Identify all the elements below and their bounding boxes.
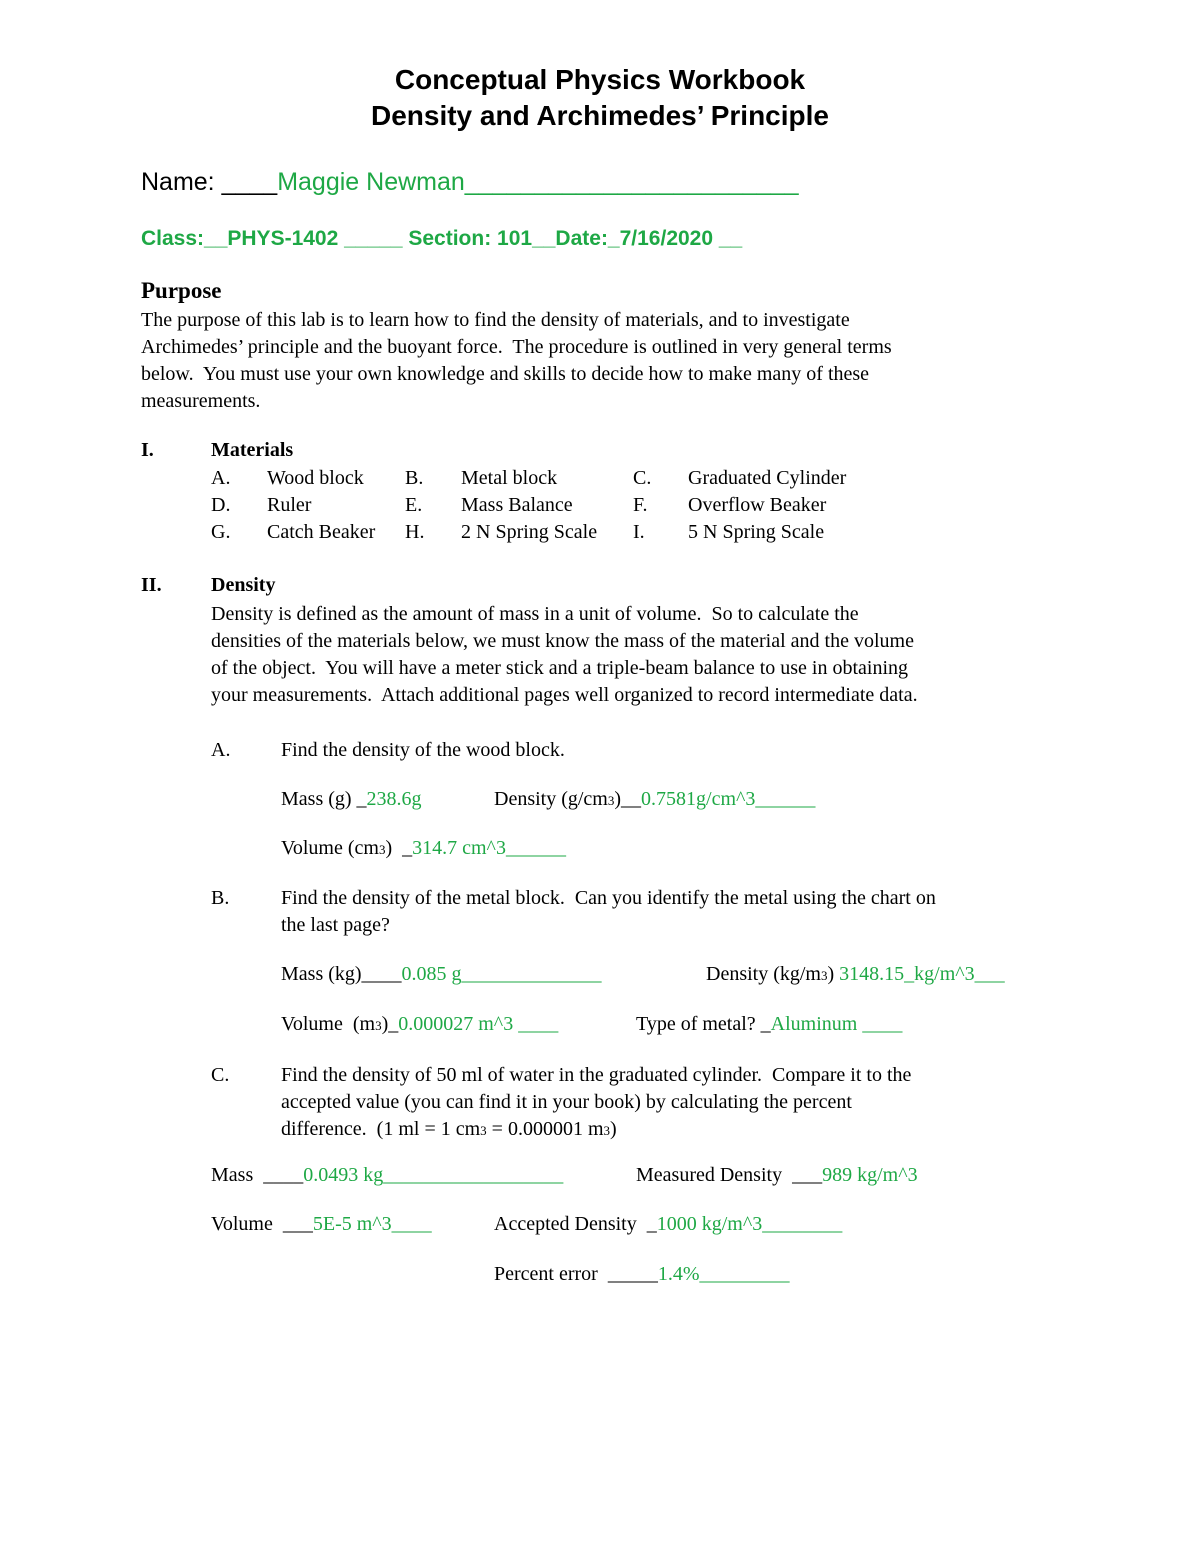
class-section-date-line[interactable]: Class:__PHYS-1402 _____ Section: 101__Date:_7/16/2020 __ bbox=[141, 227, 743, 250]
conversion-text: ) bbox=[610, 1118, 617, 1140]
water-volume-value[interactable]: 5E-5 m^3____ bbox=[312, 1213, 432, 1235]
wood-volume-row bbox=[281, 835, 566, 863]
material-label: Wood block bbox=[267, 467, 364, 489]
part-letter: B. bbox=[211, 887, 230, 909]
density-intro-line: of the object. You will have a meter stick and a triple-beam balance to use in obtaining bbox=[211, 657, 909, 679]
measured-density-row bbox=[636, 1162, 918, 1189]
measured-density-label: Measured Density ___ bbox=[636, 1164, 823, 1186]
metal-mass-row bbox=[281, 961, 602, 988]
accepted-density-row bbox=[494, 1211, 842, 1238]
material-letter: I. bbox=[633, 521, 645, 543]
unit-exponent: 3 bbox=[378, 842, 386, 857]
section-number: I. bbox=[141, 439, 154, 461]
unit-exponent: 3 bbox=[821, 968, 828, 983]
material-letter: C. bbox=[633, 467, 652, 489]
wood-volume-label-end: ) _ bbox=[385, 837, 413, 859]
name-underline: ________________________ bbox=[464, 168, 799, 196]
materials-heading: Materials bbox=[211, 439, 294, 461]
percent-error-value[interactable]: 1.4%_________ bbox=[657, 1263, 790, 1285]
metal-volume-label: Volume (m bbox=[281, 1013, 376, 1035]
conversion-text: = 0.000001 m bbox=[486, 1118, 604, 1140]
wood-density-label-end: )__ bbox=[614, 788, 642, 810]
wood-mass-label: Mass (g) _ bbox=[281, 788, 367, 810]
material-label: Ruler bbox=[267, 494, 312, 516]
part-b-prompt: Find the density of the metal block. Can you identify the metal using the chart on bbox=[281, 887, 936, 909]
measured-density-value[interactable]: 989 kg/m^3 bbox=[822, 1164, 918, 1186]
metal-density-label: Density (kg/m bbox=[706, 963, 821, 985]
water-volume-row bbox=[211, 1211, 432, 1238]
page-title: Conceptual Physics Workbook bbox=[394, 64, 806, 95]
purpose-heading: Purpose bbox=[141, 278, 222, 303]
material-label: Mass Balance bbox=[461, 494, 573, 516]
unit-exponent: 3 bbox=[375, 1018, 382, 1033]
material-letter: B. bbox=[405, 467, 424, 489]
part-c-prompt: accepted value (you can find it in your book) by calculating the percent bbox=[281, 1091, 852, 1113]
accepted-density-value[interactable]: 1000 kg/m^3________ bbox=[656, 1213, 843, 1235]
purpose-line: measurements. bbox=[141, 390, 261, 412]
wood-mass-row bbox=[281, 786, 422, 813]
material-letter: H. bbox=[405, 521, 425, 543]
name-row bbox=[141, 168, 799, 197]
purpose-line: Archimedes’ principle and the buoyant force. The procedure is outlined in very general terms bbox=[141, 336, 892, 358]
unit-exponent: 3 bbox=[603, 1123, 611, 1138]
accepted-density-label: Accepted Density _ bbox=[494, 1213, 657, 1235]
part-c-prompt: Find the density of 50 ml of water in the graduated cylinder. Compare it to the bbox=[281, 1064, 912, 1086]
metal-volume-value[interactable]: 0.000027 m^3 ____ bbox=[398, 1013, 559, 1035]
name-value[interactable]: Maggie Newman bbox=[277, 168, 465, 196]
metal-volume-row bbox=[281, 1011, 558, 1039]
material-label: 5 N Spring Scale bbox=[688, 521, 825, 543]
purpose-line: The purpose of this lab is to learn how to find the density of materials, and to investigate bbox=[141, 309, 850, 331]
material-label: 2 N Spring Scale bbox=[461, 521, 598, 543]
unit-exponent: 3 bbox=[607, 793, 615, 808]
material-label: Graduated Cylinder bbox=[688, 467, 847, 489]
part-c-prompt bbox=[281, 1116, 617, 1144]
metal-mass-label: Mass (kg)____ bbox=[281, 963, 402, 985]
density-heading: Density bbox=[211, 574, 276, 596]
part-b-prompt: the last page? bbox=[281, 914, 390, 936]
conversion-text: difference. (1 ml = 1 cm bbox=[281, 1118, 481, 1140]
percent-error-row bbox=[494, 1261, 790, 1288]
material-letter: G. bbox=[211, 521, 231, 543]
metal-mass-value[interactable]: 0.085 g______________ bbox=[401, 963, 602, 985]
material-letter: D. bbox=[211, 494, 231, 516]
name-label: Name: ____ bbox=[141, 168, 278, 196]
percent-error-label: Percent error _____ bbox=[494, 1263, 658, 1285]
material-label: Metal block bbox=[461, 467, 558, 489]
water-mass-value[interactable]: 0.0493 kg__________________ bbox=[303, 1164, 564, 1186]
metal-type-label: Type of metal? _ bbox=[636, 1013, 771, 1035]
unit-exponent: 3 bbox=[480, 1123, 487, 1138]
material-letter: E. bbox=[405, 494, 423, 516]
wood-density-value[interactable]: 0.7581g/cm^3______ bbox=[641, 788, 816, 810]
purpose-line: below. You must use your own knowledge and skills to decide how to make many of these bbox=[141, 363, 870, 385]
water-mass-row bbox=[211, 1162, 563, 1189]
metal-volume-label-end: )_ bbox=[381, 1013, 399, 1035]
metal-density-value[interactable]: 3148.15_kg/m^3___ bbox=[839, 963, 1005, 985]
metal-type-value[interactable]: Aluminum ____ bbox=[770, 1013, 903, 1035]
metal-type-row bbox=[636, 1011, 902, 1038]
water-volume-label: Volume ___ bbox=[211, 1213, 313, 1235]
wood-volume-label: Volume (cm bbox=[281, 837, 379, 859]
metal-density-label-end: ) bbox=[827, 963, 840, 985]
density-intro-line: your measurements. Attach additional pages well organized to record intermediate data. bbox=[211, 684, 918, 706]
density-intro-line: densities of the materials below, we must know the mass of the material and the volume bbox=[211, 630, 914, 652]
metal-density-row bbox=[706, 961, 1005, 989]
section-number: II. bbox=[141, 574, 162, 596]
page-subtitle: Density and Archimedes’ Principle bbox=[370, 100, 829, 131]
water-mass-label: Mass ____ bbox=[211, 1164, 304, 1186]
wood-density-label: Density (g/cm bbox=[494, 788, 608, 810]
part-a-prompt: Find the density of the wood block. bbox=[281, 739, 565, 761]
density-intro-line: Density is defined as the amount of mass in a unit of volume. So to calculate the bbox=[211, 603, 859, 625]
wood-density-row bbox=[494, 786, 815, 814]
wood-mass-value[interactable]: 238.6g bbox=[366, 788, 422, 810]
wood-volume-value[interactable]: 314.7 cm^3______ bbox=[412, 837, 566, 859]
material-letter: A. bbox=[211, 467, 231, 489]
material-letter: F. bbox=[633, 494, 648, 516]
part-letter: A. bbox=[211, 739, 231, 761]
material-label: Overflow Beaker bbox=[688, 494, 827, 516]
part-letter: C. bbox=[211, 1064, 230, 1086]
material-label: Catch Beaker bbox=[267, 521, 376, 543]
